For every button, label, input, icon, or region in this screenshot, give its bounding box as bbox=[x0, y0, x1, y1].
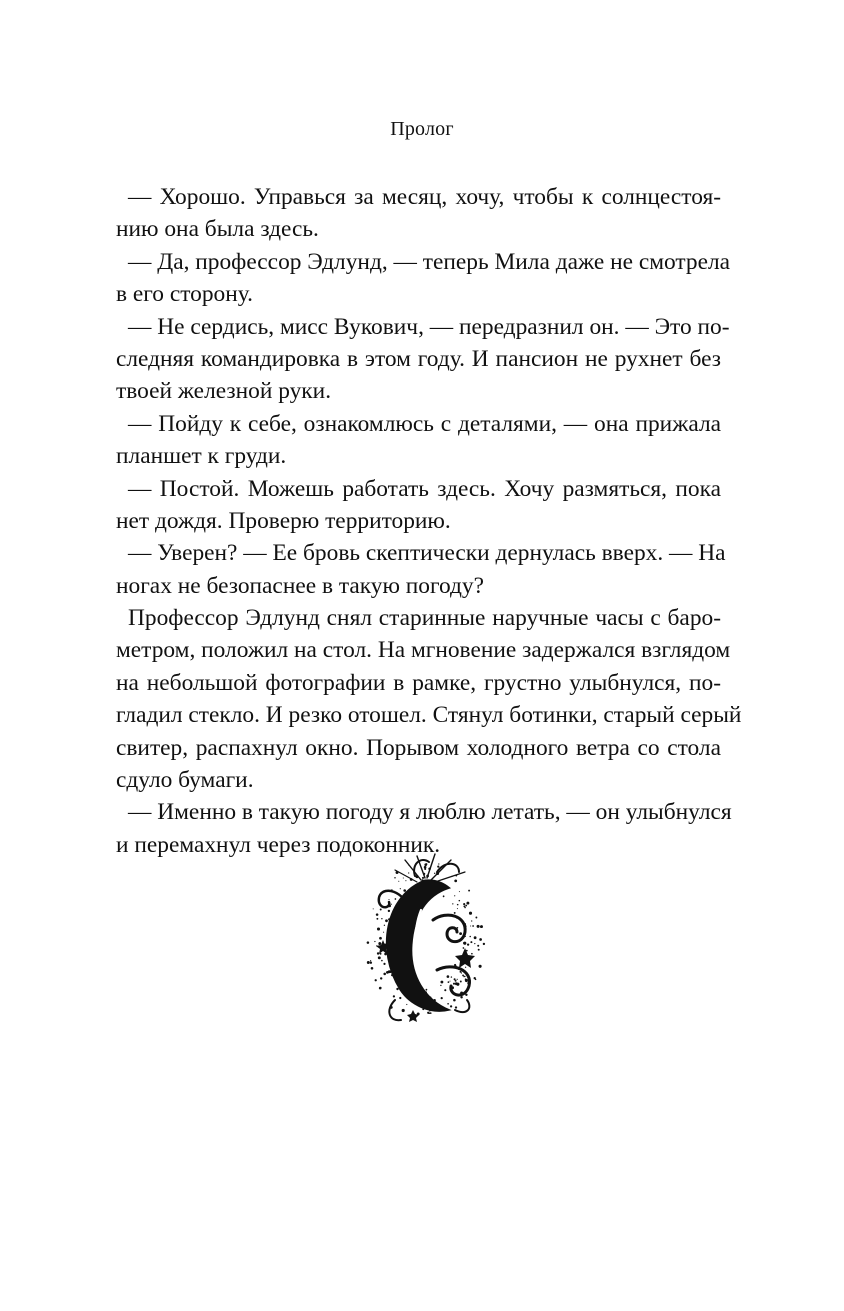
ornament-speck bbox=[403, 889, 406, 892]
ornament-speck bbox=[475, 917, 477, 919]
ornament-speck bbox=[450, 1005, 452, 1007]
ornament-speck bbox=[457, 904, 459, 906]
ornament-speck bbox=[395, 898, 397, 900]
ornament-speck bbox=[408, 872, 409, 873]
ornament-speck bbox=[437, 866, 439, 868]
ornament-speck bbox=[479, 965, 482, 968]
ornament-speck bbox=[376, 918, 378, 920]
ornament-speck bbox=[474, 943, 475, 944]
ornament-speck bbox=[472, 925, 474, 927]
ornament-speck bbox=[424, 866, 427, 869]
ornament-speck bbox=[448, 981, 450, 983]
ornament-speck bbox=[457, 908, 458, 909]
ornament-speck bbox=[465, 979, 468, 982]
text-line: нию она была здесь. bbox=[116, 216, 319, 243]
ornament-speck bbox=[463, 942, 466, 945]
ornament-speck bbox=[468, 890, 470, 892]
ornament-speck bbox=[379, 987, 382, 990]
ornament-speck bbox=[403, 877, 404, 878]
ornament-speck bbox=[388, 910, 390, 912]
ornament-speck bbox=[461, 972, 462, 973]
ornament-speck bbox=[471, 953, 473, 955]
ornament-speck bbox=[443, 895, 445, 897]
ornament-speck bbox=[463, 903, 465, 905]
text-line: — Да, профессор Эдлунд, — теперь Мила даже не смотрела bbox=[128, 248, 731, 275]
ornament-speck bbox=[377, 952, 379, 954]
ornament-speck bbox=[447, 1003, 449, 1005]
ornament-speck bbox=[405, 880, 406, 881]
ornament-speck bbox=[402, 1009, 405, 1012]
ornament-speck bbox=[470, 925, 471, 926]
ornament-speck bbox=[424, 863, 427, 866]
ornament-speck bbox=[370, 962, 372, 964]
paragraph-6 bbox=[116, 537, 726, 602]
ornament-speck bbox=[451, 976, 452, 977]
ornament-speck bbox=[434, 873, 435, 874]
ornament-speck bbox=[453, 983, 455, 985]
ornament-speck bbox=[388, 899, 389, 900]
ornament-speck bbox=[457, 979, 458, 980]
paragraph-7 bbox=[116, 602, 742, 796]
text-line: твоей железной руки. bbox=[116, 378, 332, 405]
ornament-speck bbox=[467, 943, 469, 945]
ornament-speck bbox=[454, 912, 456, 914]
ornament-speck bbox=[462, 974, 464, 976]
ornament-speck bbox=[373, 908, 374, 909]
ornament-speck bbox=[455, 982, 458, 985]
ornament-speck bbox=[460, 981, 462, 983]
ornament-speck bbox=[459, 891, 460, 892]
ornament-speck bbox=[430, 1012, 432, 1014]
ornament-speck bbox=[380, 977, 382, 979]
ornament-speck bbox=[379, 942, 381, 944]
ornament-speck bbox=[459, 932, 462, 935]
ornament-speck bbox=[471, 920, 472, 921]
ornament-speck bbox=[447, 975, 450, 978]
ornament-speck bbox=[469, 912, 472, 915]
ornament-speck bbox=[438, 863, 439, 864]
ornament-speck bbox=[379, 937, 382, 940]
text-line: Профессор Эдлунд снял старинные наручные часы с баро- bbox=[128, 605, 721, 632]
ornament-speck bbox=[453, 999, 456, 1002]
ornament-speck bbox=[391, 904, 392, 905]
ornament-speck bbox=[381, 918, 382, 919]
ornament-speck bbox=[384, 925, 385, 926]
ornament-speck bbox=[380, 909, 382, 911]
ornament-speck bbox=[465, 967, 466, 968]
text-line: следняя командировка в этом году. И пансион не рухнет без bbox=[116, 345, 721, 372]
text-line: — Хорошо. Управься за месяц, хочу, чтобы к солнцестоя- bbox=[128, 184, 721, 210]
text-line: метром, положил на стол. На мгновение задержался взглядом bbox=[116, 637, 731, 664]
ornament-speck bbox=[400, 888, 401, 889]
text-line: — Уверен? — Ее бровь скептически дернулась вверх. — На bbox=[128, 540, 726, 567]
ornament-speck bbox=[378, 956, 381, 959]
ornament-speck bbox=[480, 926, 482, 928]
text-line: — Постой. Можешь работать здесь. Хочу размяться, пока bbox=[128, 475, 721, 502]
ornament-speck bbox=[427, 1012, 429, 1014]
text-line: планшет к груди. bbox=[116, 443, 287, 470]
ornament-speck bbox=[383, 963, 385, 965]
text-line: и перемахнул через подоконник. bbox=[116, 831, 441, 858]
ornament-speck bbox=[393, 995, 395, 997]
ornament-speck bbox=[398, 881, 399, 882]
ornament-speck bbox=[441, 997, 443, 999]
ornament-speck bbox=[483, 943, 485, 945]
ornament-speck bbox=[469, 936, 471, 938]
ornament-speck bbox=[478, 949, 480, 951]
paragraph-5 bbox=[116, 473, 721, 538]
paragraph-1 bbox=[116, 181, 721, 246]
paragraph-4 bbox=[116, 408, 721, 473]
chapter-header: Пролог bbox=[390, 118, 454, 140]
ornament-speck bbox=[376, 913, 379, 916]
ornament-speck bbox=[464, 907, 466, 909]
crescent-moon-vignette-icon bbox=[355, 850, 495, 1030]
ornament-speck bbox=[374, 941, 375, 942]
text-line: нет дождя. Проверю территорию. bbox=[116, 507, 451, 534]
ornament-speck bbox=[370, 960, 371, 961]
ornament-speck bbox=[375, 979, 377, 981]
ornament-speck bbox=[450, 981, 451, 982]
ornament-speck bbox=[463, 947, 465, 949]
ornament-speck bbox=[454, 895, 455, 896]
ornament-speck bbox=[383, 932, 384, 933]
ornament-speck bbox=[394, 877, 396, 879]
ornament-speck bbox=[475, 937, 476, 938]
ornament-speck bbox=[470, 941, 472, 943]
ornament-speck bbox=[455, 1006, 457, 1008]
text-line: на небольшой фотографии в рамке, грустно улыбнулся, по- bbox=[116, 669, 721, 696]
text-line: гладил стекло. И резко отошел. Стянул ботинки, старый серый bbox=[116, 702, 742, 729]
ornament-speck bbox=[426, 989, 428, 991]
text-line: свитер, распахнул окно. Порывом холодного ветра со стола bbox=[116, 734, 721, 761]
ornament-speck bbox=[477, 925, 480, 928]
ornament-speck bbox=[466, 902, 469, 905]
ornament-speck bbox=[381, 960, 383, 962]
ornament-speck bbox=[377, 927, 380, 930]
chapter-text bbox=[116, 181, 742, 861]
ornament-speck bbox=[371, 967, 374, 970]
ornament-speck bbox=[367, 961, 370, 964]
ornament-speck bbox=[465, 905, 467, 907]
ornament-speck bbox=[463, 976, 464, 977]
ornament-speck bbox=[455, 980, 457, 982]
ornament-speck bbox=[406, 1004, 407, 1005]
ornament-speck bbox=[452, 903, 453, 904]
ornament-speck bbox=[383, 973, 386, 976]
ornament-speck bbox=[385, 919, 388, 922]
text-line: сдуло бумаги. bbox=[116, 767, 254, 794]
ornament-speck bbox=[367, 941, 370, 944]
ornament-speck bbox=[440, 985, 441, 986]
ornament-speck bbox=[459, 900, 461, 902]
ornament-speck bbox=[444, 989, 446, 991]
ornament-speck bbox=[477, 945, 479, 947]
text-line: — Пойду к себе, ознакомлюсь с деталями, — она прижала bbox=[128, 410, 721, 437]
text-line: — Не сердись, мисс Вукович, — передразнил он. — Это по- bbox=[128, 313, 730, 340]
ornament-speck bbox=[399, 997, 401, 999]
paragraph-3 bbox=[116, 311, 730, 408]
text-line: — Именно в такую погоду я люблю летать, — он улыбнулся bbox=[128, 799, 732, 826]
ornament-speck bbox=[386, 971, 389, 974]
paragraph-2 bbox=[116, 246, 731, 311]
text-line: в его сторону. bbox=[116, 281, 253, 308]
ornament-speck bbox=[479, 938, 482, 941]
text-line: ногах не безопаснее в такую погоду? bbox=[116, 572, 485, 599]
ornament-speck bbox=[454, 880, 457, 883]
ornament-speck bbox=[422, 877, 424, 879]
ornament-speck bbox=[475, 979, 477, 981]
ornament-speck bbox=[440, 981, 443, 984]
